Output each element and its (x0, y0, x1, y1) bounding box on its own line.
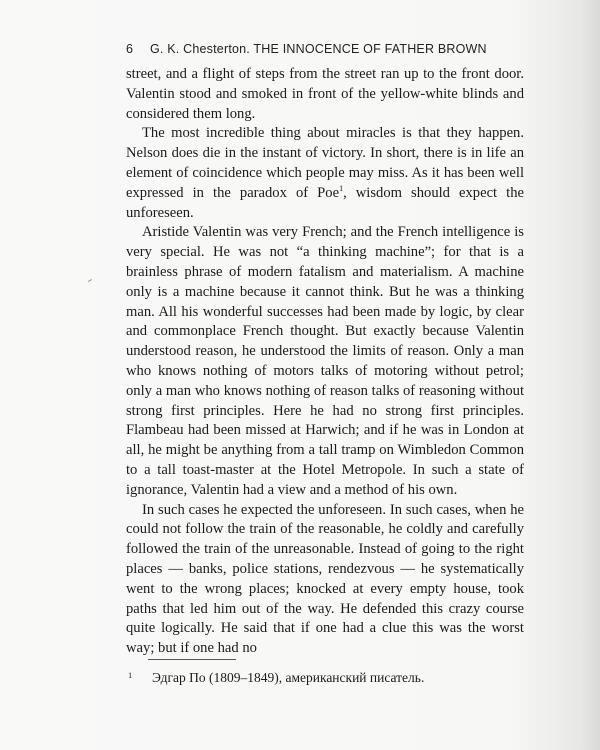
body-text (126, 65, 524, 659)
paragraph-2-text-after: , wisdom should expect the unforeseen. (126, 184, 524, 221)
page-number: 6 (126, 42, 134, 56)
footnote (126, 670, 526, 686)
footnote-text: Эдгар По (1809–1849), американский писатель. (152, 670, 425, 685)
margin-mark (88, 279, 92, 282)
paragraph-2-text: The most incredible thing about miracles is that they happen. Nelson does die in the instant of victory. In short, there is in life an element of coincidence which people may miss. As it has been well expressed in the paradox of Poe (126, 125, 524, 201)
footnote-mark: 1 (128, 670, 133, 680)
footnote-divider (148, 659, 236, 660)
footnote-reference: 1 (339, 183, 344, 193)
paragraph-4: In such cases he expected the unforeseen. In such cases, when he could not follow the train of the reasonable, he coldly and carefully followed the train of the unreasonable. Instead of going to the right places — banks, police stations, rendezvous — he systematically went to the wrong places; knocked at every empty house, took paths that led him out of the way. He defended this crazy course quite logically. He said that if one had a clue this was the worst way; but if one had no (126, 501, 524, 657)
paragraph-2 (126, 124, 524, 223)
running-title: G. K. Chesterton. THE INNOCENCE OF FATHER BROWN (150, 42, 487, 56)
paragraph-3: Aristide Valentin was very French; and the French intelligence is very special. He was not “a thinking machine”; for that is a brainless phrase of modern fatalism and materialism. A machine only is a machine because it cannot think. But he was a thinking man. All his wonderful successes had been made by logic, by clear and commonplace French thought. But exactly because Valentin understood reason, he understood the limits of reason. Only a man who knows nothing of motors talks of motoring without petrol; only a man who knows nothing of reason talks of reasoning without strong first principles. Here he had no strong first principles. Flambeau had been missed at Harwich; and if he was in London at all, he might be anything from a tall tramp on Wimbledon Common to a tall toast-master at the Hotel Metropole. In such a state of ignorance, Valentin had a view and a method of his own. (126, 224, 524, 498)
paragraph-1: street, and a flight of steps from the street ran up to the front door. Valentin stood and smoked in front of the yellow-white blinds and considered them long. (126, 66, 524, 122)
running-header (126, 42, 526, 56)
